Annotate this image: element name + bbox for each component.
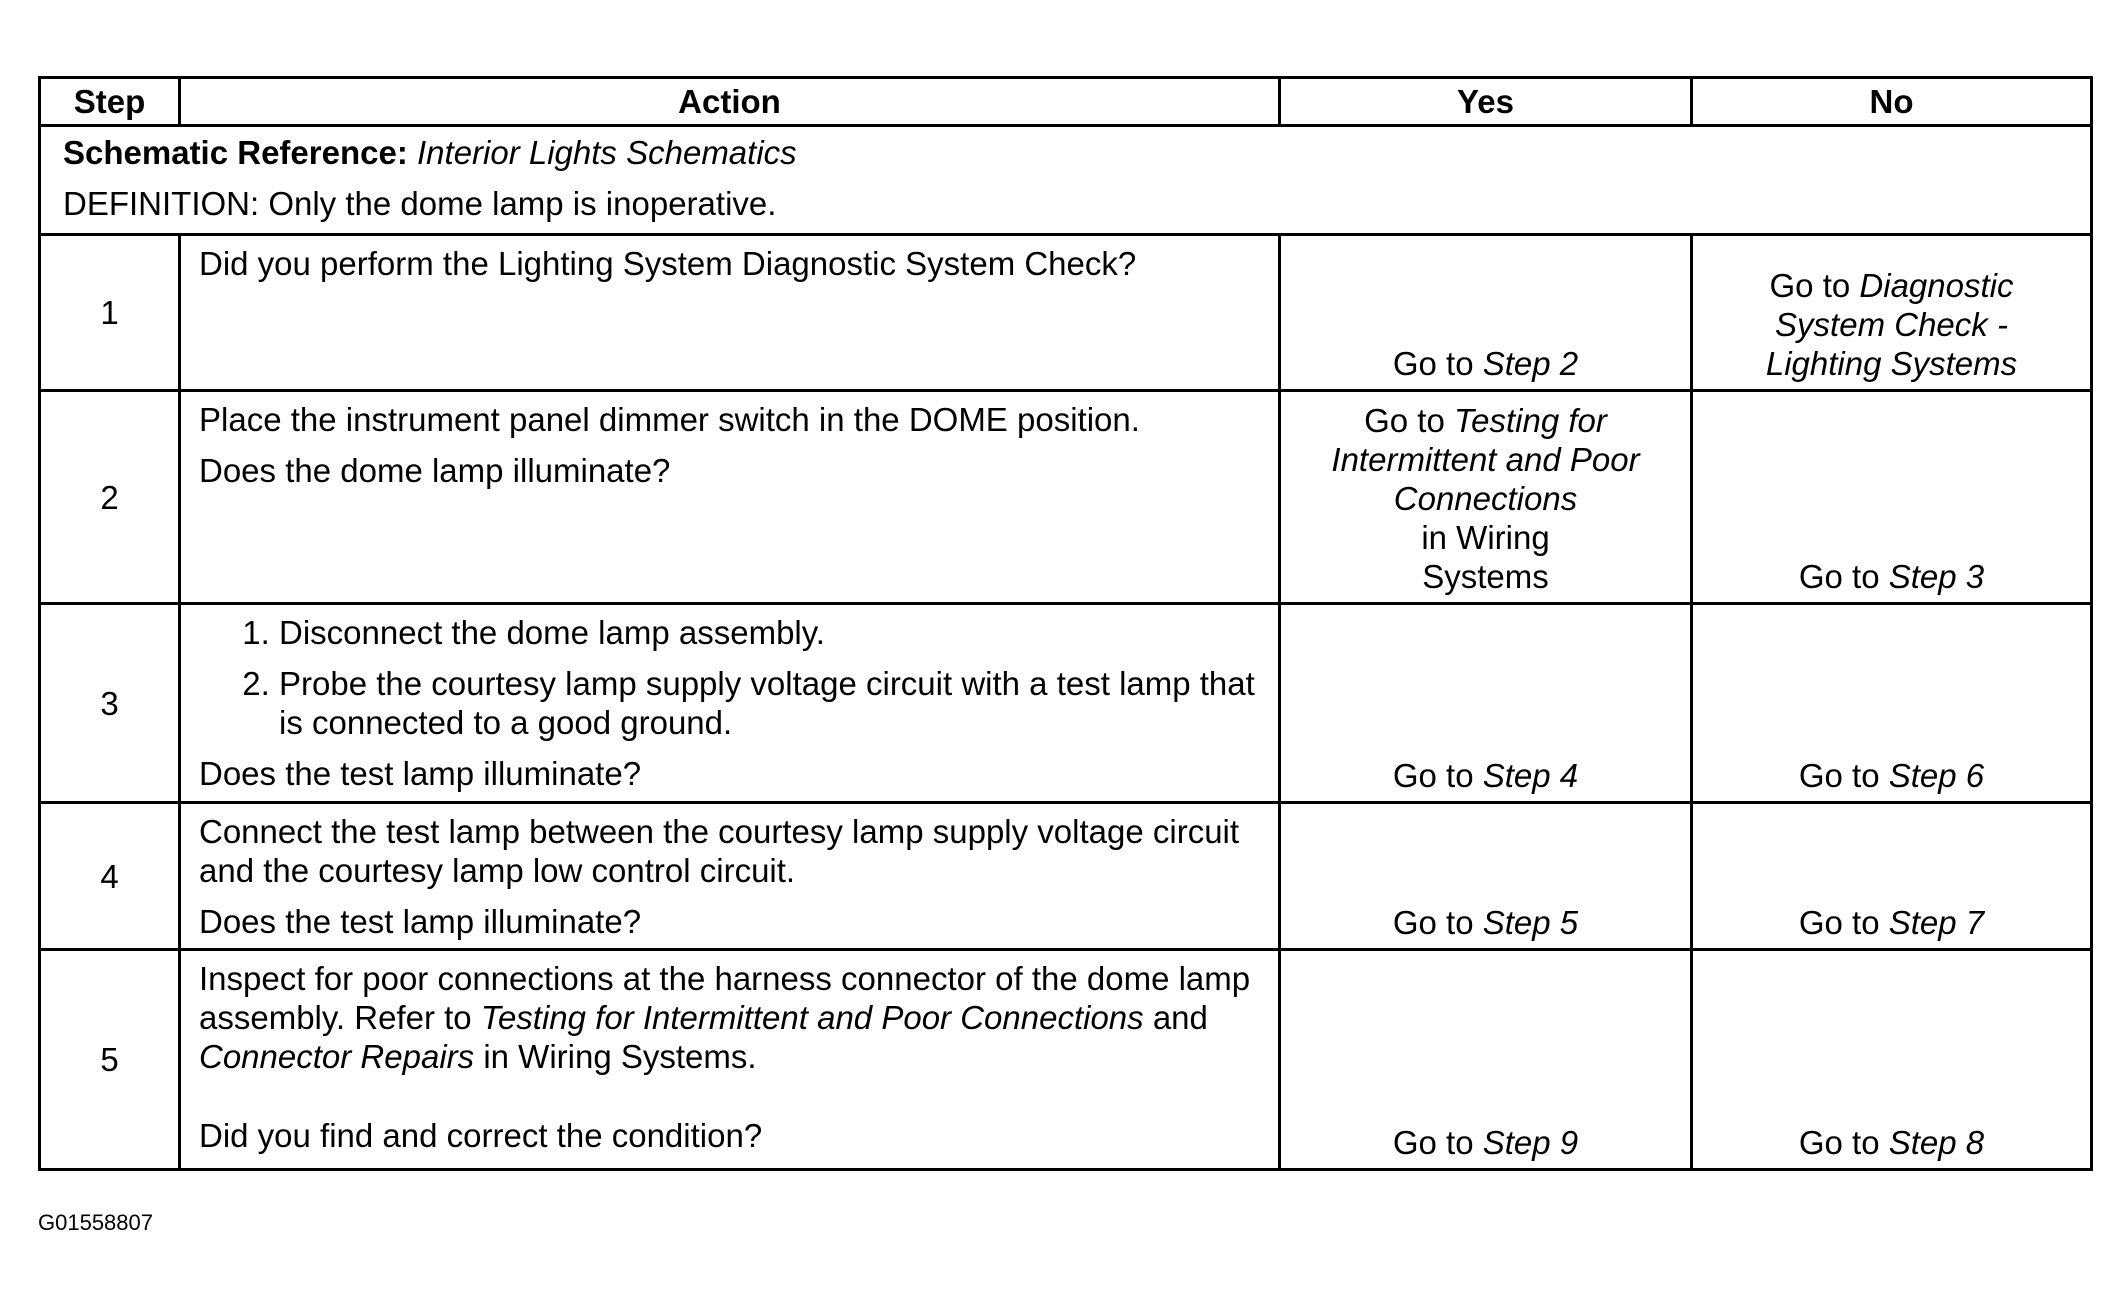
no-step-link[interactable]: Step 8	[1888, 1124, 1985, 1161]
yes-prefix: Go to	[1392, 1124, 1474, 1161]
no-step-link[interactable]: Step 6	[1888, 757, 1985, 794]
diagnostic-table-container	[38, 76, 2090, 1171]
yes-link-line-1[interactable]: Testing for	[1454, 402, 1607, 439]
step-number: 5	[40, 950, 180, 1170]
yes-prefix: Go to	[1364, 402, 1445, 439]
schematic-reference	[63, 133, 2068, 172]
action-question: Did you find and correct the condition?	[199, 1117, 763, 1154]
table-row	[40, 604, 2092, 803]
yes-cell	[1280, 391, 1692, 604]
table-row	[40, 391, 2092, 604]
no-link-line-3[interactable]: Lighting Systems	[1765, 345, 2018, 382]
schematic-reference-link[interactable]: Interior Lights Schematics	[417, 134, 797, 171]
action-steps-list	[199, 613, 1260, 742]
no-cell	[1692, 235, 2092, 391]
yes-link-line-2[interactable]: Intermittent and Poor	[1331, 441, 1640, 478]
testing-link[interactable]: Testing for Intermittent and Poor Connections	[480, 999, 1144, 1036]
action-text: and	[1152, 999, 1208, 1036]
action-cell	[180, 950, 1280, 1170]
list-item: 2. Probe the courtesy lamp supply voltage circuit with a test lamp that is connected to a good ground.	[279, 664, 1260, 742]
action-instruction	[199, 959, 1260, 1076]
figure-id: G01558807	[38, 1210, 153, 1235]
step-number: 2	[40, 391, 180, 604]
schematic-reference-label: Schematic Reference:	[63, 134, 408, 171]
yes-step-link[interactable]: Step 5	[1482, 904, 1579, 941]
action-question: Did you perform the Lighting System Diagnostic System Check?	[199, 245, 1137, 282]
yes-suffix-line-1: in Wiring	[1421, 519, 1550, 556]
action-question: Does the dome lamp illuminate?	[199, 452, 671, 489]
action-question: Does the test lamp illuminate?	[199, 903, 642, 940]
action-cell	[180, 604, 1280, 803]
no-step-link[interactable]: Step 3	[1888, 558, 1985, 595]
yes-cell	[1280, 803, 1692, 950]
header-no: No	[1692, 78, 2092, 126]
action-instruction: Connect the test lamp between the courtesy lamp supply voltage circuit and the courtesy lamp low control circuit.	[199, 813, 1240, 889]
reference-cell	[40, 126, 2092, 235]
no-link-line-1[interactable]: Diagnostic	[1859, 267, 2014, 304]
yes-cell	[1280, 235, 1692, 391]
step-number: 4	[40, 803, 180, 950]
definition-text: DEFINITION: Only the dome lamp is inoperative.	[63, 185, 777, 222]
header-action: Action	[180, 78, 1280, 126]
list-item: 1. Disconnect the dome lamp assembly.	[279, 613, 1260, 652]
connector-repairs-link[interactable]: Connector Repairs	[199, 1038, 475, 1075]
yes-prefix: Go to	[1392, 757, 1474, 794]
yes-step-link[interactable]: Step 9	[1482, 1124, 1579, 1161]
no-prefix: Go to	[1798, 1124, 1880, 1161]
yes-link-line-3[interactable]: Connections	[1393, 480, 1578, 517]
no-link-line-2[interactable]: System Check -	[1775, 306, 2008, 343]
action-cell	[180, 803, 1280, 950]
step-number: 3	[40, 604, 180, 803]
no-step-link[interactable]: Step 7	[1888, 904, 1985, 941]
no-cell	[1692, 391, 2092, 604]
table-row	[40, 803, 2092, 950]
yes-prefix: Go to	[1392, 904, 1474, 941]
no-prefix: Go to	[1798, 558, 1880, 595]
action-text: Inspect for poor connections at the harness connector of the dome lamp assembly. Refer to	[199, 960, 1251, 1036]
no-prefix: Go to	[1798, 904, 1880, 941]
action-text: in Wiring Systems.	[483, 1038, 757, 1075]
yes-step-link[interactable]: Step 2	[1482, 345, 1579, 382]
no-cell	[1692, 950, 2092, 1170]
yes-step-link[interactable]: Step 4	[1482, 757, 1579, 794]
yes-cell	[1280, 604, 1692, 803]
yes-suffix-line-2: Systems	[1422, 558, 1549, 595]
diagnostic-table	[38, 76, 2093, 1171]
table-row	[40, 950, 2092, 1170]
no-cell	[1692, 803, 2092, 950]
no-prefix: Go to	[1769, 267, 1851, 304]
action-cell	[180, 235, 1280, 391]
action-cell	[180, 391, 1280, 604]
step-number: 1	[40, 235, 180, 391]
table-header-row	[40, 78, 2092, 126]
header-yes: Yes	[1280, 78, 1692, 126]
yes-prefix: Go to	[1392, 345, 1474, 382]
table-row	[40, 235, 2092, 391]
action-instruction: Place the instrument panel dimmer switch in the DOME position.	[199, 401, 1140, 438]
reference-row	[40, 126, 2092, 235]
no-cell	[1692, 604, 2092, 803]
yes-cell	[1280, 950, 1692, 1170]
action-question: Does the test lamp illuminate?	[199, 755, 642, 792]
header-step: Step	[40, 78, 180, 126]
no-prefix: Go to	[1798, 757, 1880, 794]
